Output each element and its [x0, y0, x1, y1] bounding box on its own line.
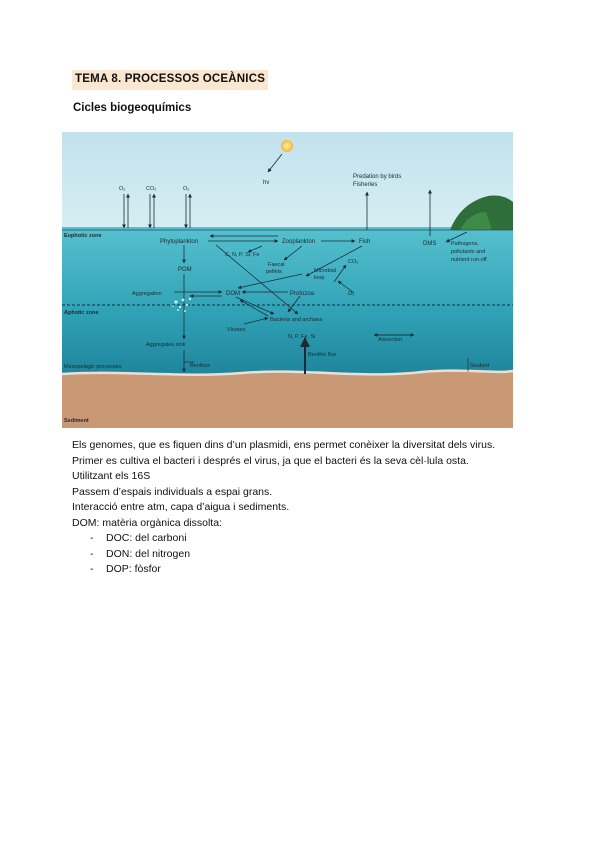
sun-icon	[281, 140, 293, 152]
fisheries-label: Fisheries	[353, 182, 378, 188]
benthos-label: Benthos	[190, 363, 211, 369]
gas-label-co2: CO₂	[146, 186, 157, 192]
list-item-dop: - DOP: fòsfor	[72, 562, 542, 578]
pom-label: POM	[178, 267, 192, 273]
sediment-layer	[62, 371, 513, 428]
nutrients-label: C, N, P, Si, Fe	[225, 252, 260, 258]
page-title: TEMA 8. PROCESSOS OCEÀNICS	[72, 70, 268, 90]
biogeochemical-cycle-diagram	[62, 132, 513, 428]
paragraph-16s: Utilitzant els 16S	[72, 470, 151, 482]
aggregates-sink-label: Aggregates sink	[146, 342, 186, 348]
pathogens-label-2: pollutants and	[451, 249, 486, 255]
seabed-label: Seabed	[470, 363, 489, 369]
dom-label: DOM	[226, 291, 240, 297]
gas-label-o2-right: O₂	[183, 186, 190, 192]
ocean	[62, 227, 513, 387]
list-item-doc: - DOC: del carboni	[72, 531, 542, 547]
aphotic-zone-label: Aphotic zone	[64, 310, 99, 316]
dom-list	[72, 531, 542, 578]
co2-label: CO₂	[348, 259, 359, 265]
pathogens-label-3: nutrient run-off	[451, 257, 487, 263]
o2-label: O₂	[348, 291, 355, 297]
paragraph-dom: DOM: matèria orgànica dissolta:	[72, 516, 222, 529]
paragraph-genomes: Els genomes, que es fiquen dins d’un plasmidi, ens permet conèixer la diversitat dels virus.	[72, 439, 496, 451]
paragraph-culture: Primer es cultiva el bacteri i després el virus, ja que el bacteri és la seva cèl·lula osta.	[72, 454, 469, 467]
paragraph-interaction: Interacció entre atm, capa d’aigua i sediments.	[72, 501, 290, 513]
fish-label: Fish	[359, 239, 371, 245]
predation-label: Predation by birds	[353, 174, 402, 180]
fecal-label-1: Faecal	[268, 262, 285, 268]
microbial-loop-label-2: loop	[314, 275, 325, 281]
diagram-svg	[62, 132, 513, 428]
section-subtitle: Cicles biogeoquímics	[73, 102, 192, 114]
paragraph-scale: Passem d’espais individuals a espai grans.	[72, 485, 273, 498]
bacteria-label: Bacteria and archaea	[270, 317, 323, 323]
zooplankton-label: Zooplankton	[282, 239, 316, 245]
benthic-flux-label: Benthic flux	[308, 352, 337, 358]
gas-label-o2-left: O₂	[119, 186, 126, 192]
aggregation-label: Aggregation	[132, 291, 162, 297]
fecal-label-2: pellets	[266, 269, 282, 275]
body-text	[72, 438, 542, 578]
mesopelagic-label: Mesopelagic processes	[64, 364, 122, 370]
list-item-don: - DON: del nitrogen	[72, 547, 542, 563]
viruses-label: Viruses	[227, 327, 246, 333]
phytoplankton-label: Phytoplankton	[160, 239, 199, 245]
protozoa-label: Protozoa	[290, 291, 315, 297]
sun-label: hv	[263, 180, 270, 186]
pathogens-label-1: Pathogens,	[451, 241, 479, 247]
sediment-label: Sediment	[64, 418, 89, 424]
microbial-loop-label-1: Microbial	[314, 268, 337, 274]
dms-label: DMS	[423, 241, 437, 247]
euphotic-zone-label: Euphotic zone	[64, 233, 102, 239]
npfesi-label: N, P, Fe, Si	[288, 334, 316, 340]
advection-label: Advection	[378, 337, 403, 343]
